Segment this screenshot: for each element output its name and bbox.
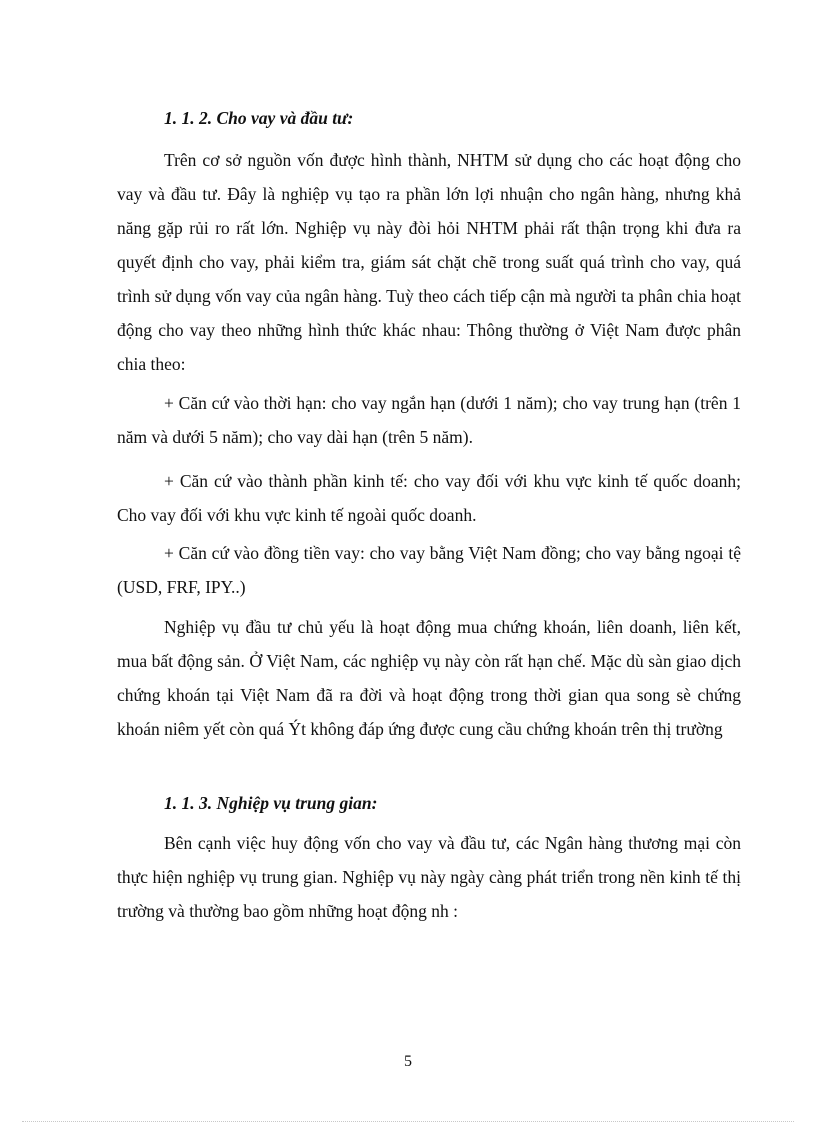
page-number: 5 [404, 1053, 412, 1070]
paragraph-by-economic-sector: + Căn cứ vào thành phần kinh tế: cho vay đối với khu vực kinh tế quốc doanh; Cho vay đối với khu vực kinh tế ngoài quốc doanh. [117, 471, 741, 525]
paragraph-by-currency: + Căn cứ vào đồng tiền vay: cho vay bằng Việt Nam đồng; cho vay bằng ngoại tệ (USD, FRF, IPY..) [117, 543, 741, 597]
paragraph-investment: Nghiệp vụ đầu tư chủ yếu là hoạt động mua chứng khoán, liên doanh, liên kết, mua bất động sản. Ở Việt Nam, các nghiệp vụ này còn rất hạn chế. Mặc dù sàn giao dịch chứng khoán tại Việt Nam đã ra đời và hoạt động trong thời gian qua song sè chứng khoán niêm yết còn quá Ýt không đáp ứng được cung cầu chứng khoán trên thị trường [117, 617, 741, 739]
section-heading-1-1-3: 1. 1. 3. Nghiệp vụ trung gian: [164, 793, 378, 813]
paragraph-intermediary: Bên cạnh việc huy động vốn cho vay và đầu tư, các Ngân hàng thương mại còn thực hiện nghiệp vụ trung gian. Nghiệp vụ này ngày càng phát triển trong nền kinh tế thị trường và thường bao gồm những hoạt động nh : [117, 833, 741, 921]
paragraph-lending-intro: Trên cơ sở nguồn vốn được hình thành, NHTM sử dụng cho các hoạt động cho vay và đầu tư. Đây là nghiệp vụ tạo ra phần lớn lợi nhuận cho ngân hàng, nhưng khả năng gặp rủi ro rất lớn. Nghiệp vụ này đòi hỏi NHTM phải rất thận trọng khi đưa ra quyết định cho vay, phải kiểm tra, giám sát chặt chẽ trong suất quá trình cho vay, quá trình sử dụng vốn vay của ngân hàng. Tuỳ theo cách tiếp cận mà người ta phân chia hoạt động cho vay theo những hình thức khác nhau: Thông thường ở Việt Nam được phân chia theo: [117, 150, 741, 374]
paragraph-by-term: + Căn cứ vào thời hạn: cho vay ngắn hạn (dưới 1 năm); cho vay trung hạn (trên 1 năm và dưới 5 năm); cho vay dài hạn (trên 5 năm). [117, 393, 741, 447]
section-heading-1-1-2: 1. 1. 2. Cho vay và đầu tư: [164, 108, 354, 128]
footer-divider [22, 1121, 794, 1122]
